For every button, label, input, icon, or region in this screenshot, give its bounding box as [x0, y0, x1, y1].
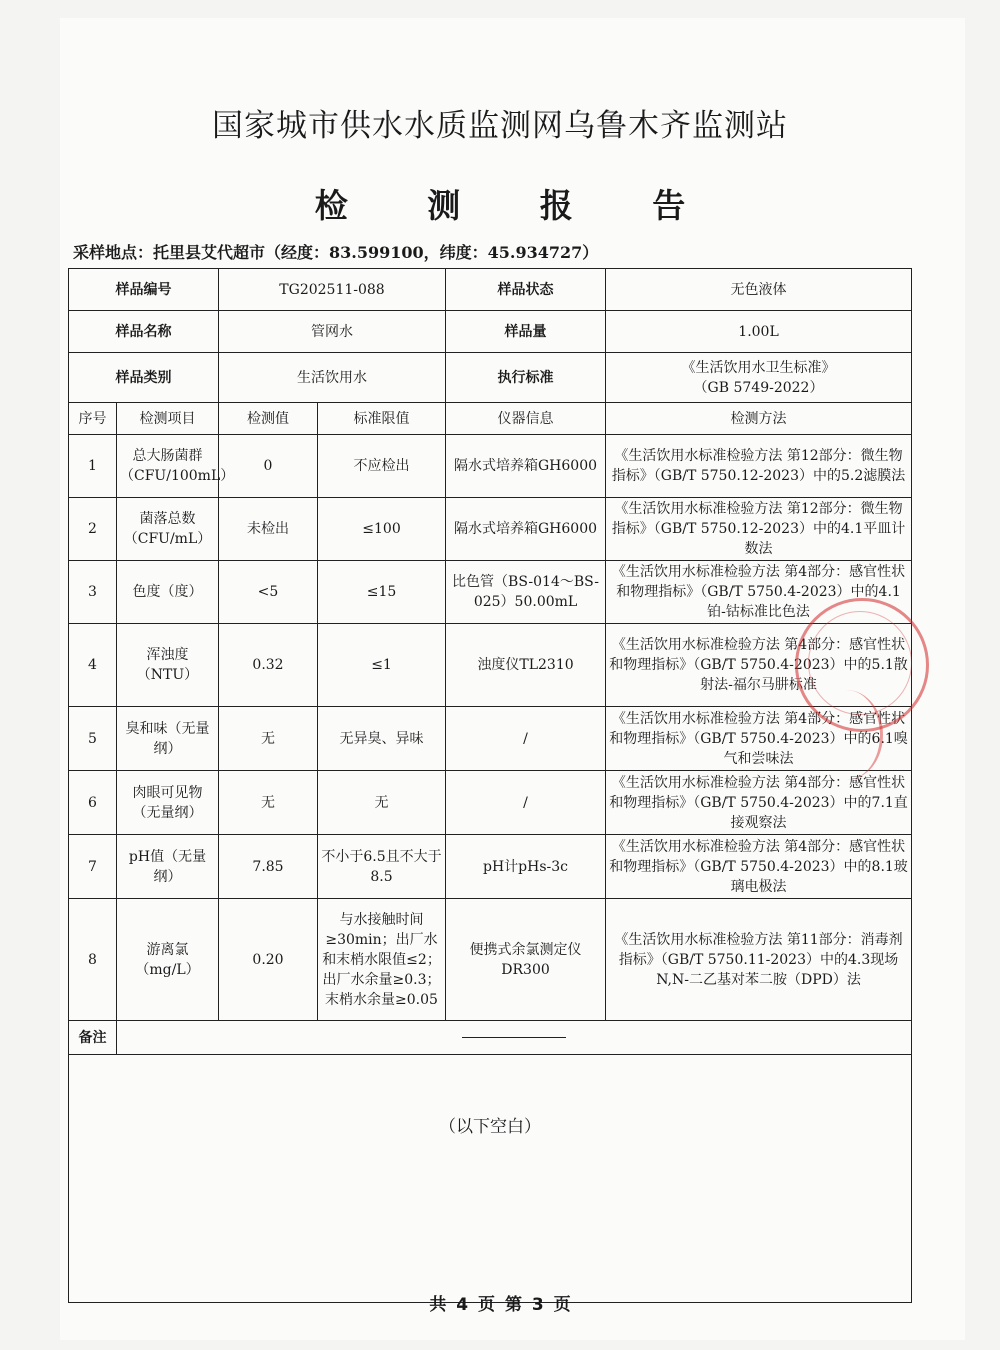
col-header-item: 检测项目: [117, 403, 219, 435]
row-item: 肉眼可见物（无量纲）: [117, 771, 219, 835]
row-limit: ≤100: [318, 498, 446, 561]
col-header-limit: 标准限值: [318, 403, 446, 435]
row-limit: 不小于6.5且不大于8.5: [318, 835, 446, 899]
row-value: 无: [219, 707, 318, 771]
sample-name-value: 管网水: [219, 311, 446, 353]
table-row: [69, 498, 912, 561]
table-row: [69, 899, 912, 1021]
row-method: 《生活饮用水标准检验方法 第11部分：消毒剂指标》（GB/T 5750.11-2023）中的4.3现场N,N-二乙基对苯二胺（DPD）法: [606, 899, 912, 1021]
row-value: 7.85: [219, 835, 318, 899]
row-method: 《生活饮用水标准检验方法 第4部分：感官性状和物理指标》（GB/T 5750.4-2023）中的8.1玻璃电极法: [606, 835, 912, 899]
report-title: 检 测 报 告: [314, 186, 720, 225]
sample-qty-label: 样品量: [446, 311, 606, 353]
row-value: 0: [219, 435, 318, 498]
table-row: [69, 835, 912, 899]
sample-state-value: 无色液体: [606, 269, 912, 311]
row-no: 7: [69, 835, 117, 899]
sample-qty-value: 1.00L: [606, 311, 912, 353]
standard-code: （GB 5749-2022）: [693, 379, 824, 396]
row-item: 菌落总数（CFU/mL）: [117, 498, 219, 561]
remarks-label: 备注: [69, 1021, 117, 1055]
blank-below-note: （以下空白）: [439, 1117, 541, 1137]
row-method: 《生活饮用水标准检验方法 第4部分：感官性状和物理指标》（GB/T 5750.4-2023）中的4.1铂-钴标准比色法: [606, 561, 912, 624]
row-limit: 不应检出: [318, 435, 446, 498]
row-instrument: 隔水式培养箱GH6000: [446, 435, 606, 498]
row-limit: 无: [318, 771, 446, 835]
standard-name: 《生活饮用水卫生标准》: [681, 359, 836, 376]
sample-id-value: TG202511-088: [219, 269, 446, 311]
row-instrument: /: [446, 707, 606, 771]
row-method: 《生活饮用水标准检验方法 第4部分：感官性状和物理指标》（GB/T 5750.4-2023）中的7.1直接观察法: [606, 771, 912, 835]
col-header-value: 检测值: [219, 403, 318, 435]
row-instrument: 隔水式培养箱GH6000: [446, 498, 606, 561]
row-no: 6: [69, 771, 117, 835]
table-row: [69, 561, 912, 624]
row-no: 5: [69, 707, 117, 771]
sample-category-label: 样品类别: [69, 353, 219, 403]
remarks-dash: [462, 1037, 566, 1038]
row-no: 3: [69, 561, 117, 624]
row-value: 未检出: [219, 498, 318, 561]
row-method: 《生活饮用水标准检验方法 第12部分：微生物指标》（GB/T 5750.12-2023）中的4.1平皿计数法: [606, 498, 912, 561]
row-limit: 无异臭、异味: [318, 707, 446, 771]
remarks-row: [69, 1021, 912, 1055]
row-value: 0.32: [219, 624, 318, 707]
column-header-row: [69, 403, 912, 435]
location-label: 采样地点：: [73, 243, 154, 262]
sampling-location: [73, 240, 598, 263]
blank-area-row: [69, 1055, 912, 1303]
sample-id-label: 样品编号: [69, 269, 219, 311]
table-row: [69, 624, 912, 707]
organization-title: 国家城市供水水质监测网乌鲁木齐监测站: [212, 108, 788, 144]
row-method: 《生活饮用水标准检验方法 第12部分：微生物指标》（GB/T 5750.12-2023）中的5.2滤膜法: [606, 435, 912, 498]
row-no: 1: [69, 435, 117, 498]
seal-fragment: [810, 690, 883, 780]
row-item: 总大肠菌群（CFU/100mL）: [117, 435, 219, 498]
row-item: pH值（无量纲）: [117, 835, 219, 899]
table-row: [69, 771, 912, 835]
remarks-value: [117, 1021, 912, 1055]
row-limit: 与水接触时间≥30min；出厂水和末梢水限值≤2；出厂水余量≥0.3；末梢水余量≥0.05: [318, 899, 446, 1021]
page-footer: 共 4 页 第 3 页: [429, 1295, 571, 1315]
row-limit: ≤1: [318, 624, 446, 707]
table-row: [69, 707, 912, 771]
row-instrument: pH计pHs-3c: [446, 835, 606, 899]
row-instrument: 便携式余氯测定仪DR300: [446, 899, 606, 1021]
row-instrument: 比色管（BS-014～BS-025）50.00mL: [446, 561, 606, 624]
row-limit: ≤15: [318, 561, 446, 624]
row-no: 4: [69, 624, 117, 707]
location-value: 托里县艾代超市（经度：83.599100，纬度：45.934727）: [153, 243, 599, 262]
row-value: 0.20: [219, 899, 318, 1021]
row-instrument: /: [446, 771, 606, 835]
col-header-instrument: 仪器信息: [446, 403, 606, 435]
row-item: 游离氯（mg/L）: [117, 899, 219, 1021]
standard-label: 执行标准: [446, 353, 606, 403]
sample-info-row: [69, 311, 912, 353]
row-item: 臭和味（无量纲）: [117, 707, 219, 771]
sample-state-label: 样品状态: [446, 269, 606, 311]
col-header-no: 序号: [69, 403, 117, 435]
row-instrument: 浊度仪TL2310: [446, 624, 606, 707]
row-value: 无: [219, 771, 318, 835]
row-method: 《生活饮用水标准检验方法 第4部分：感官性状和物理指标》（GB/T 5750.4-2023）中的6.1嗅气和尝味法: [606, 707, 912, 771]
sample-category-value: 生活饮用水: [219, 353, 446, 403]
sample-info-row: [69, 269, 912, 311]
sample-name-label: 样品名称: [69, 311, 219, 353]
table-row: [69, 435, 912, 498]
blank-area: [69, 1055, 912, 1303]
row-item: 色度（度）: [117, 561, 219, 624]
col-header-method: 检测方法: [606, 403, 912, 435]
row-no: 2: [69, 498, 117, 561]
standard-value: [606, 353, 912, 403]
row-item: 浑浊度（NTU）: [117, 624, 219, 707]
row-value: <5: [219, 561, 318, 624]
row-no: 8: [69, 899, 117, 1021]
report-table: [68, 268, 912, 1303]
sample-info-row: [69, 353, 912, 403]
row-method: 《生活饮用水标准检验方法 第4部分：感官性状和物理指标》（GB/T 5750.4-2023）中的5.1散射法-福尔马肼标准: [606, 624, 912, 707]
